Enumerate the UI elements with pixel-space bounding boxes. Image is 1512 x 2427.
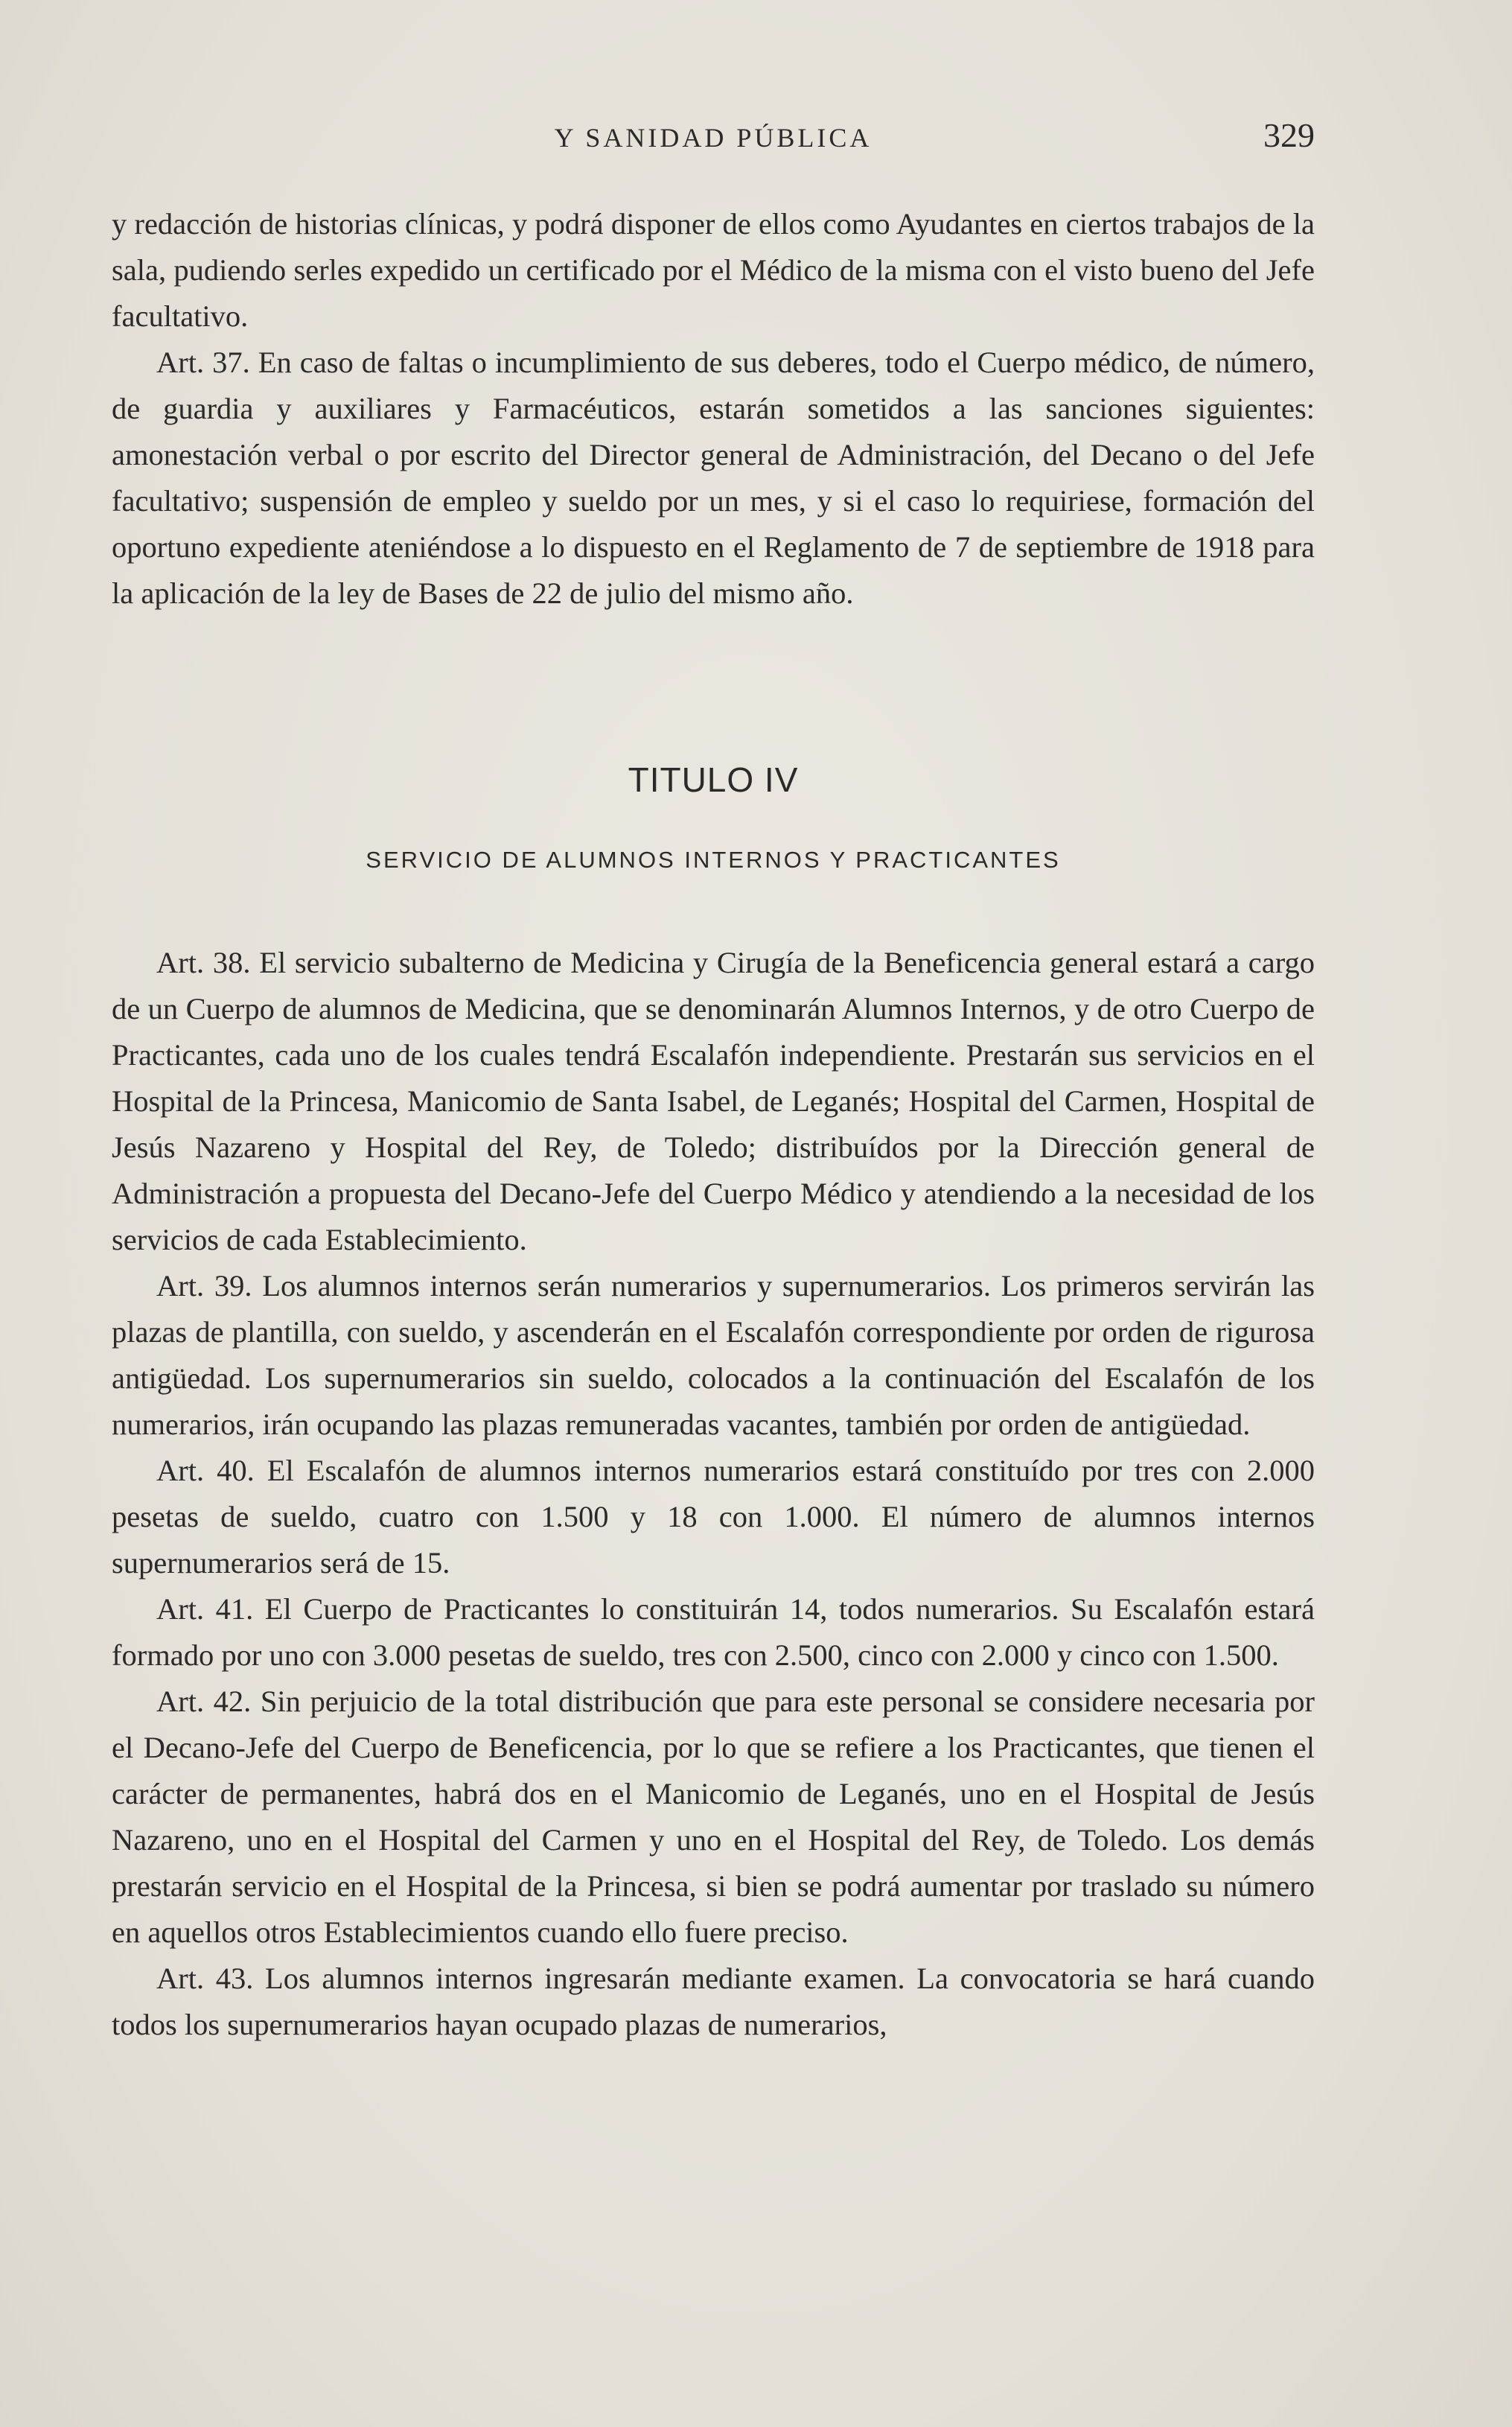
article-number: Art. 39. bbox=[156, 1269, 252, 1302]
article-38 bbox=[112, 940, 1315, 1263]
article-text: Sin perjuicio de la total distribución que para este personal se considere necesaria por el Decano-Jefe del Cuerpo de Beneficencia, por lo que se refiere a los Practicantes, que tienen el carácter de permanentes, habrá dos en el Manicomio de Leganés, uno en el Hospital de Jesús Nazareno, uno en el Hospital del Carmen y uno en el Hospital del Rey, de Toledo. Los demás prestarán servicio en el Hospital de la Princesa, si bien se podrá aumentar por traslado su número en aquellos otros Establecimientos cuando ello fuere preciso. bbox=[112, 1685, 1315, 1949]
article-text: En caso de faltas o incumplimiento de sus deberes, todo el Cuerpo médico, de número, de guardia y auxiliares y Farmacéuticos, estarán sometidos a las sanciones siguientes: amonestación verbal o por escrito del Director general de Administración, del Decano o del Jefe facultativo; suspensión de empleo y sueldo por un mes, y si el caso lo requiriese, formación del oportuno expediente ateniéndose a lo dispuesto en el Reglamento de 7 de septiembre de 1918 para la aplicación de la ley de Bases de 22 de julio del mismo año. bbox=[112, 346, 1315, 610]
article-number: Art. 42. bbox=[156, 1685, 252, 1718]
section-subtitle: SERVICIO DE ALUMNOS INTERNOS Y PRACTICANTES bbox=[366, 847, 1061, 873]
body-text-lower bbox=[112, 940, 1315, 2048]
article-40 bbox=[112, 1448, 1315, 1586]
running-title: Y SANIDAD PÚBLICA bbox=[554, 123, 873, 153]
continuation-paragraph: y redacción de historias clínicas, y podrá disponer de ellos como Ayudantes en ciertos trabajos de la sala, pudiendo serles expedido un certificado por el Médico de la misma con el visto bueno del Jefe facultativo. bbox=[112, 207, 1315, 333]
article-number: Art. 37. bbox=[156, 346, 250, 379]
article-number: Art. 40. bbox=[156, 1454, 255, 1487]
article-number: Art. 43. bbox=[156, 1962, 254, 1995]
article-41 bbox=[112, 1586, 1315, 1679]
article-text: El servicio subalterno de Medicina y Cirugía de la Beneficencia general estará a cargo de un Cuerpo de alumnos de Medicina, que se denominarán Alumnos Internos, y de otro Cuerpo de Practicantes, cada uno de los cuales tendrá Escalafón independiente. Prestarán sus servicios en el Hospital de la Princesa, Manicomio de Santa Isabel, de Leganés; Hospital del Carmen, Hospital de Jesús Nazareno y Hospital del Rey, de Toledo; distribuídos por la Dirección general de Administración a propuesta del Decano-Jefe del Cuerpo Médico y atendiendo a la necesidad de los servicios de cada Establecimiento. bbox=[112, 946, 1315, 1256]
article-number: Art. 38. bbox=[156, 946, 251, 979]
article-37 bbox=[112, 340, 1315, 617]
article-text: Los alumnos internos serán numerarios y supernumerarios. Los primeros servirán las plazas de plantilla, con sueldo, y ascenderán en el Escalafón correspondiente por orden de rigurosa antigüedad. Los supernumerarios sin sueldo, colocados a la continuación del Escalafón de los numerarios, irán ocupando las plazas remuneradas vacantes, también por orden de antigüedad. bbox=[112, 1269, 1315, 1441]
article-text: Los alumnos internos ingresarán mediante examen. La convocatoria se hará cuando todos los supernumerarios hayan ocupado plazas de numerarios, bbox=[112, 1962, 1315, 2041]
article-text: El Cuerpo de Practicantes lo constituirán 14, todos numerarios. Su Escalafón estará formado por uno con 3.000 pesetas de sueldo, tres con 2.500, cinco con 2.000 y cinco con 1.500. bbox=[112, 1592, 1315, 1672]
article-42 bbox=[112, 1679, 1315, 1956]
running-head bbox=[112, 116, 1315, 164]
section-title: TITULO IV bbox=[628, 760, 799, 799]
page-number: 329 bbox=[1263, 116, 1315, 154]
body-text-upper bbox=[112, 201, 1315, 617]
article-39 bbox=[112, 1263, 1315, 1448]
article-43 bbox=[112, 1956, 1315, 2048]
article-number: Art. 41. bbox=[156, 1592, 254, 1626]
article-text: El Escalafón de alumnos internos numerarios estará constituído por tres con 2.000 pesetas de sueldo, cuatro con 1.500 y 18 con 1.000. El número de alumnos internos supernumerarios será de 15. bbox=[112, 1454, 1315, 1580]
